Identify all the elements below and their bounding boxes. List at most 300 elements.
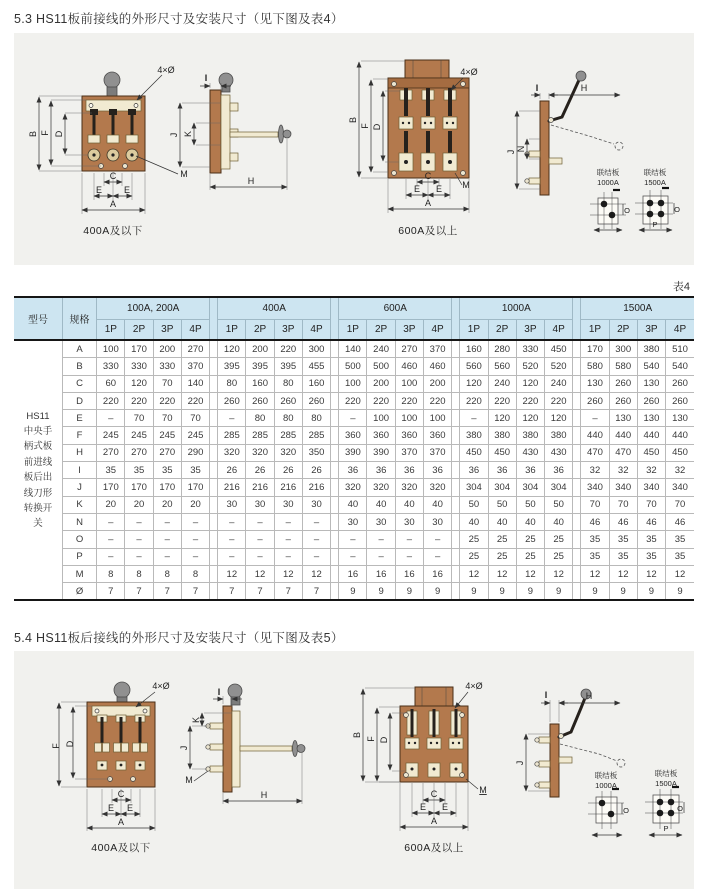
pole-column-header: 4P bbox=[302, 320, 330, 341]
handle-knob-icon bbox=[114, 682, 130, 698]
dim-value-cell: 9 bbox=[581, 583, 609, 601]
spacer-cell bbox=[331, 565, 339, 582]
dim-label: 4×Ø bbox=[152, 681, 170, 691]
dim-label: 600A及以上 bbox=[398, 225, 458, 237]
dim-value-cell: 270 bbox=[153, 444, 181, 461]
dim-label: E bbox=[413, 184, 421, 194]
dim-value-cell: 120 bbox=[218, 340, 246, 358]
dim-value-cell: 240 bbox=[367, 340, 395, 358]
spacer-cell bbox=[452, 548, 460, 565]
spacer-cell bbox=[210, 410, 218, 427]
dim-label: 1000A bbox=[595, 781, 617, 790]
dim-label: M bbox=[462, 180, 470, 190]
pole-column-header: 4P bbox=[666, 320, 694, 341]
dim-value-cell: 12 bbox=[302, 565, 330, 582]
dim-label: C bbox=[424, 171, 432, 181]
dim-value-cell: 450 bbox=[488, 444, 516, 461]
dim-value-cell: 540 bbox=[637, 358, 665, 375]
dim-label: F bbox=[51, 743, 61, 749]
dim-value-cell: 170 bbox=[153, 479, 181, 496]
spacer-cell bbox=[331, 392, 339, 409]
dim-value-cell: 35 bbox=[97, 462, 125, 479]
dim-value-cell: 120 bbox=[125, 375, 153, 392]
dim-value-cell: 46 bbox=[609, 513, 637, 530]
dim-value-cell: 35 bbox=[581, 548, 609, 565]
dim-value-cell: 304 bbox=[516, 479, 544, 496]
spec-row-label: P bbox=[62, 548, 96, 565]
dim-value-cell: 12 bbox=[274, 565, 302, 582]
dim-value-cell: 12 bbox=[581, 565, 609, 582]
dim-value-cell: 32 bbox=[637, 462, 665, 479]
dim-value-cell: 7 bbox=[218, 583, 246, 601]
spacer-cell bbox=[573, 375, 581, 392]
dim-value-cell: – bbox=[181, 513, 209, 530]
pole-column-header: 2P bbox=[488, 320, 516, 341]
link-plate-1000a-rear bbox=[588, 789, 624, 835]
dim-value-cell: 360 bbox=[367, 427, 395, 444]
dim-value-cell: 170 bbox=[581, 340, 609, 358]
dim-label: A bbox=[424, 198, 432, 208]
dim-value-cell: 9 bbox=[423, 583, 451, 601]
table-row bbox=[14, 531, 694, 548]
dim-value-cell: 245 bbox=[181, 427, 209, 444]
spacer-cell bbox=[210, 565, 218, 582]
dim-value-cell: 320 bbox=[423, 479, 451, 496]
amp-group-header: 400A bbox=[218, 297, 331, 320]
dim-label: P bbox=[652, 220, 658, 229]
dim-label: C bbox=[109, 171, 117, 181]
dim-value-cell: 450 bbox=[637, 444, 665, 461]
dim-value-cell: 220 bbox=[153, 392, 181, 409]
dim-value-cell: – bbox=[153, 531, 181, 548]
dim-label: I bbox=[535, 83, 539, 93]
dim-value-cell: – bbox=[218, 548, 246, 565]
dim-label: J bbox=[169, 132, 179, 138]
dim-value-cell: 9 bbox=[545, 583, 573, 601]
dim-value-cell: 216 bbox=[302, 479, 330, 496]
dim-value-cell: 285 bbox=[246, 427, 274, 444]
dim-value-cell: 40 bbox=[395, 496, 423, 513]
table-row bbox=[14, 513, 694, 530]
table-row bbox=[14, 462, 694, 479]
spec-row-label: A bbox=[62, 340, 96, 358]
dim-value-cell: 330 bbox=[516, 340, 544, 358]
dim-value-cell: 430 bbox=[545, 444, 573, 461]
dim-value-cell: 12 bbox=[246, 565, 274, 582]
dim-value-cell: – bbox=[218, 513, 246, 530]
spacer-cell bbox=[573, 531, 581, 548]
dim-value-cell: 395 bbox=[218, 358, 246, 375]
model-column-header: 型号 bbox=[14, 297, 62, 340]
dim-value-cell: 46 bbox=[581, 513, 609, 530]
dim-value-cell: 40 bbox=[423, 496, 451, 513]
dim-value-cell: 216 bbox=[218, 479, 246, 496]
spec-row-label: F bbox=[62, 427, 96, 444]
dim-value-cell: 220 bbox=[367, 392, 395, 409]
dim-value-cell: 130 bbox=[609, 410, 637, 427]
dim-label: F bbox=[366, 736, 376, 742]
dim-label: D bbox=[54, 130, 64, 138]
front-view-400a bbox=[39, 72, 178, 214]
dim-label: 4×Ø bbox=[157, 65, 175, 75]
dim-value-cell: 220 bbox=[97, 392, 125, 409]
dim-label: M bbox=[180, 169, 188, 179]
dim-value-cell: 30 bbox=[246, 496, 274, 513]
table-row bbox=[14, 496, 694, 513]
dim-value-cell: 50 bbox=[516, 496, 544, 513]
spacer-cell bbox=[573, 410, 581, 427]
pole-column-header: 1P bbox=[460, 320, 488, 341]
dim-value-cell: 130 bbox=[666, 410, 694, 427]
dim-value-cell: 120 bbox=[516, 410, 544, 427]
dim-value-cell: 220 bbox=[488, 392, 516, 409]
dim-label: E bbox=[435, 184, 443, 194]
dim-value-cell: – bbox=[395, 531, 423, 548]
dim-value-cell: 260 bbox=[666, 392, 694, 409]
spacer-cell bbox=[452, 583, 460, 601]
spec-row-label: J bbox=[62, 479, 96, 496]
dim-value-cell: 395 bbox=[246, 358, 274, 375]
dim-value-cell: – bbox=[218, 531, 246, 548]
dim-label: O bbox=[674, 205, 680, 214]
pole-column-header: 2P bbox=[609, 320, 637, 341]
dim-value-cell: 9 bbox=[637, 583, 665, 601]
dim-value-cell: 80 bbox=[246, 410, 274, 427]
dim-value-cell: – bbox=[181, 531, 209, 548]
spacer-cell bbox=[573, 444, 581, 461]
dim-value-cell: 580 bbox=[581, 358, 609, 375]
table-row bbox=[14, 392, 694, 409]
dim-value-cell: 26 bbox=[274, 462, 302, 479]
subcolumn-header-row bbox=[14, 320, 694, 341]
dim-value-cell: 30 bbox=[395, 513, 423, 530]
dim-label: K bbox=[183, 130, 193, 138]
spacer-cell bbox=[331, 548, 339, 565]
spacer-cell bbox=[331, 479, 339, 496]
dim-value-cell: 9 bbox=[460, 583, 488, 601]
spacer-cell bbox=[331, 375, 339, 392]
pole-column-header: 1P bbox=[339, 320, 367, 341]
dim-value-cell: 120 bbox=[460, 375, 488, 392]
spec-row-label: M bbox=[62, 565, 96, 582]
spacer-cell bbox=[210, 513, 218, 530]
dimension-table bbox=[14, 296, 694, 601]
dim-value-cell: 20 bbox=[181, 496, 209, 513]
dim-value-cell: 25 bbox=[460, 531, 488, 548]
dim-value-cell: 450 bbox=[545, 340, 573, 358]
dim-value-cell: 46 bbox=[666, 513, 694, 530]
spacer-cell bbox=[210, 444, 218, 461]
dim-value-cell: 170 bbox=[97, 479, 125, 496]
dim-value-cell: 35 bbox=[637, 531, 665, 548]
spacer-cell bbox=[331, 462, 339, 479]
dim-value-cell: 380 bbox=[516, 427, 544, 444]
dim-value-cell: 12 bbox=[545, 565, 573, 582]
dim-value-cell: 35 bbox=[581, 531, 609, 548]
dim-value-cell: 7 bbox=[153, 583, 181, 601]
dim-value-cell: 380 bbox=[637, 340, 665, 358]
spec-row-label: N bbox=[62, 513, 96, 530]
dim-label: O bbox=[677, 804, 683, 813]
table4-label: 表4 bbox=[672, 281, 690, 293]
dim-value-cell: – bbox=[246, 548, 274, 565]
spacer-cell bbox=[210, 462, 218, 479]
dim-value-cell: 16 bbox=[395, 565, 423, 582]
spacer-cell bbox=[452, 513, 460, 530]
dim-value-cell: 130 bbox=[637, 410, 665, 427]
dim-label: A bbox=[109, 199, 117, 209]
dim-value-cell: 260 bbox=[218, 392, 246, 409]
dim-label: 联结板 bbox=[594, 771, 618, 780]
dim-value-cell: 100 bbox=[395, 410, 423, 427]
dim-value-cell: 9 bbox=[395, 583, 423, 601]
dim-value-cell: 8 bbox=[153, 565, 181, 582]
spec-row-label: D bbox=[62, 392, 96, 409]
dim-value-cell: 35 bbox=[666, 548, 694, 565]
dim-value-cell: – bbox=[367, 531, 395, 548]
dim-value-cell: 580 bbox=[609, 358, 637, 375]
dim-value-cell: 220 bbox=[545, 392, 573, 409]
spec-row-label: K bbox=[62, 496, 96, 513]
dim-label: A bbox=[117, 817, 125, 827]
pole-column-header: 3P bbox=[274, 320, 302, 341]
spacer-cell bbox=[573, 358, 581, 375]
dim-label: N bbox=[516, 145, 526, 153]
dim-value-cell: 340 bbox=[609, 479, 637, 496]
dim-value-cell: 440 bbox=[666, 427, 694, 444]
spacer-cell bbox=[452, 358, 460, 375]
spec-row-label: B bbox=[62, 358, 96, 375]
dim-value-cell: 240 bbox=[545, 375, 573, 392]
dim-value-cell: 12 bbox=[488, 565, 516, 582]
spacer-cell bbox=[331, 340, 339, 358]
spacer-cell bbox=[573, 392, 581, 409]
dim-value-cell: 70 bbox=[637, 496, 665, 513]
dim-value-cell: 120 bbox=[545, 410, 573, 427]
dim-value-cell: 370 bbox=[423, 340, 451, 358]
dim-label: D bbox=[65, 740, 75, 748]
dim-value-cell: – bbox=[246, 513, 274, 530]
dim-value-cell: – bbox=[97, 410, 125, 427]
dim-value-cell: 245 bbox=[153, 427, 181, 444]
dim-value-cell: 330 bbox=[97, 358, 125, 375]
spacer-cell bbox=[573, 479, 581, 496]
spacer-cell bbox=[210, 375, 218, 392]
dim-value-cell: 9 bbox=[609, 583, 637, 601]
spacer-cell bbox=[331, 444, 339, 461]
dim-value-cell: 16 bbox=[339, 565, 367, 582]
pole-column-header: 3P bbox=[637, 320, 665, 341]
dim-value-cell: 560 bbox=[460, 358, 488, 375]
dim-label: 1500A bbox=[655, 779, 677, 788]
dim-value-cell: – bbox=[367, 548, 395, 565]
dim-value-cell: 470 bbox=[581, 444, 609, 461]
dim-label: O bbox=[624, 206, 630, 215]
dim-value-cell: 360 bbox=[395, 427, 423, 444]
dim-value-cell: 35 bbox=[666, 531, 694, 548]
dim-value-cell: 330 bbox=[153, 358, 181, 375]
dim-value-cell: 35 bbox=[125, 462, 153, 479]
dim-value-cell: – bbox=[339, 410, 367, 427]
spacer-cell bbox=[452, 444, 460, 461]
spacer-cell bbox=[452, 462, 460, 479]
dim-value-cell: 285 bbox=[302, 427, 330, 444]
dim-label: I bbox=[544, 690, 548, 700]
dim-label: A bbox=[430, 816, 438, 826]
dim-value-cell: – bbox=[97, 531, 125, 548]
dim-value-cell: – bbox=[302, 531, 330, 548]
spacer-cell bbox=[573, 583, 581, 601]
spacer-cell bbox=[331, 531, 339, 548]
dim-value-cell: 380 bbox=[460, 427, 488, 444]
dim-value-cell: 40 bbox=[545, 513, 573, 530]
pole-column-header: 4P bbox=[545, 320, 573, 341]
dim-value-cell: 8 bbox=[181, 565, 209, 582]
dim-value-cell: 7 bbox=[97, 583, 125, 601]
dim-value-cell: 25 bbox=[488, 531, 516, 548]
spacer-cell bbox=[452, 496, 460, 513]
group-spacer bbox=[331, 297, 339, 340]
dim-value-cell: 100 bbox=[423, 410, 451, 427]
spacer-cell bbox=[210, 548, 218, 565]
dim-value-cell: 300 bbox=[302, 340, 330, 358]
dim-value-cell: 520 bbox=[516, 358, 544, 375]
dim-label: D bbox=[372, 123, 382, 131]
figure-panel-front-wiring bbox=[14, 33, 694, 265]
dim-value-cell: – bbox=[218, 410, 246, 427]
dim-value-cell: 7 bbox=[274, 583, 302, 601]
dim-value-cell: 16 bbox=[423, 565, 451, 582]
dim-value-cell: 50 bbox=[488, 496, 516, 513]
dim-value-cell: 36 bbox=[395, 462, 423, 479]
dim-value-cell: 200 bbox=[153, 340, 181, 358]
dim-value-cell: 320 bbox=[367, 479, 395, 496]
dim-value-cell: 160 bbox=[246, 375, 274, 392]
dim-value-cell: 500 bbox=[339, 358, 367, 375]
dim-value-cell: – bbox=[246, 531, 274, 548]
dim-value-cell: 70 bbox=[581, 496, 609, 513]
pole-column-header: 4P bbox=[181, 320, 209, 341]
dim-value-cell: 520 bbox=[545, 358, 573, 375]
dim-value-cell: 30 bbox=[423, 513, 451, 530]
dim-value-cell: 200 bbox=[246, 340, 274, 358]
dim-value-cell: 7 bbox=[125, 583, 153, 601]
spacer-cell bbox=[331, 496, 339, 513]
spacer-cell bbox=[210, 358, 218, 375]
spacer-cell bbox=[210, 531, 218, 548]
dim-value-cell: 70 bbox=[609, 496, 637, 513]
dim-value-cell: 8 bbox=[97, 565, 125, 582]
dim-value-cell: 170 bbox=[125, 340, 153, 358]
spacer-cell bbox=[452, 340, 460, 358]
spacer-cell bbox=[331, 358, 339, 375]
spacer-cell bbox=[573, 513, 581, 530]
dim-value-cell: 320 bbox=[274, 444, 302, 461]
dim-value-cell: 360 bbox=[339, 427, 367, 444]
dim-value-cell: 130 bbox=[581, 375, 609, 392]
dim-value-cell: 360 bbox=[423, 427, 451, 444]
dim-value-cell: 320 bbox=[218, 444, 246, 461]
pole-column-header: 2P bbox=[246, 320, 274, 341]
dim-value-cell: 395 bbox=[274, 358, 302, 375]
dim-value-cell: 60 bbox=[97, 375, 125, 392]
dim-label: 400A及以下 bbox=[83, 225, 143, 237]
dim-value-cell: 260 bbox=[609, 392, 637, 409]
dim-value-cell: 270 bbox=[181, 340, 209, 358]
dim-value-cell: 270 bbox=[395, 340, 423, 358]
dim-value-cell: 320 bbox=[395, 479, 423, 496]
dim-value-cell: 540 bbox=[666, 358, 694, 375]
table-row bbox=[14, 358, 694, 375]
table-row bbox=[14, 565, 694, 582]
spec-row-label: C bbox=[62, 375, 96, 392]
dim-value-cell: 30 bbox=[302, 496, 330, 513]
dim-value-cell: – bbox=[339, 548, 367, 565]
dim-value-cell: 32 bbox=[609, 462, 637, 479]
dim-value-cell: 220 bbox=[181, 392, 209, 409]
dim-label: C bbox=[117, 789, 125, 799]
table-row bbox=[14, 410, 694, 427]
pole-column-header: 1P bbox=[97, 320, 125, 341]
dim-value-cell: – bbox=[153, 548, 181, 565]
dim-value-cell: – bbox=[302, 513, 330, 530]
dim-value-cell: – bbox=[581, 410, 609, 427]
dim-value-cell: 12 bbox=[516, 565, 544, 582]
dim-value-cell: 120 bbox=[516, 375, 544, 392]
dim-value-cell: 40 bbox=[488, 513, 516, 530]
figure-panel-rear-wiring bbox=[14, 651, 694, 889]
table-row bbox=[14, 548, 694, 565]
pole-column-header: 1P bbox=[218, 320, 246, 341]
dim-value-cell: 35 bbox=[181, 462, 209, 479]
spacer-cell bbox=[331, 427, 339, 444]
dim-value-cell: 470 bbox=[609, 444, 637, 461]
dim-value-cell: 9 bbox=[516, 583, 544, 601]
spacer-cell bbox=[210, 479, 218, 496]
dim-value-cell: 300 bbox=[609, 340, 637, 358]
dim-value-cell: 30 bbox=[274, 496, 302, 513]
dim-label: I bbox=[217, 687, 221, 697]
spacer-cell bbox=[331, 513, 339, 530]
dim-value-cell: 140 bbox=[339, 340, 367, 358]
section-5-4-title: 5.4 HS11板后接线的外形尺寸及安装尺寸（见下图及表5） bbox=[14, 631, 344, 645]
dim-value-cell: 7 bbox=[181, 583, 209, 601]
dim-value-cell: 330 bbox=[125, 358, 153, 375]
spacer-cell bbox=[452, 427, 460, 444]
dim-label: B bbox=[28, 130, 38, 138]
spacer-cell bbox=[573, 427, 581, 444]
table-row bbox=[14, 479, 694, 496]
dim-value-cell: 160 bbox=[302, 375, 330, 392]
link-plate-1000a bbox=[590, 190, 626, 230]
dim-label: F bbox=[40, 130, 50, 136]
front-wiring-drawing bbox=[14, 33, 694, 265]
dim-value-cell: – bbox=[460, 410, 488, 427]
dim-label: J bbox=[515, 760, 525, 766]
dim-value-cell: 36 bbox=[367, 462, 395, 479]
dim-value-cell: 25 bbox=[516, 531, 544, 548]
spacer-cell bbox=[210, 496, 218, 513]
section-5-3-title: 5.3 HS11板前接线的外形尺寸及安装尺寸（见下图及表4） bbox=[14, 12, 344, 26]
dim-label: 联结板 bbox=[596, 168, 620, 177]
dim-value-cell: 260 bbox=[637, 392, 665, 409]
dim-value-cell: 35 bbox=[609, 531, 637, 548]
dim-value-cell: – bbox=[274, 548, 302, 565]
dim-value-cell: 140 bbox=[181, 375, 209, 392]
dim-value-cell: 7 bbox=[302, 583, 330, 601]
dim-value-cell: 290 bbox=[181, 444, 209, 461]
table-row bbox=[14, 444, 694, 461]
